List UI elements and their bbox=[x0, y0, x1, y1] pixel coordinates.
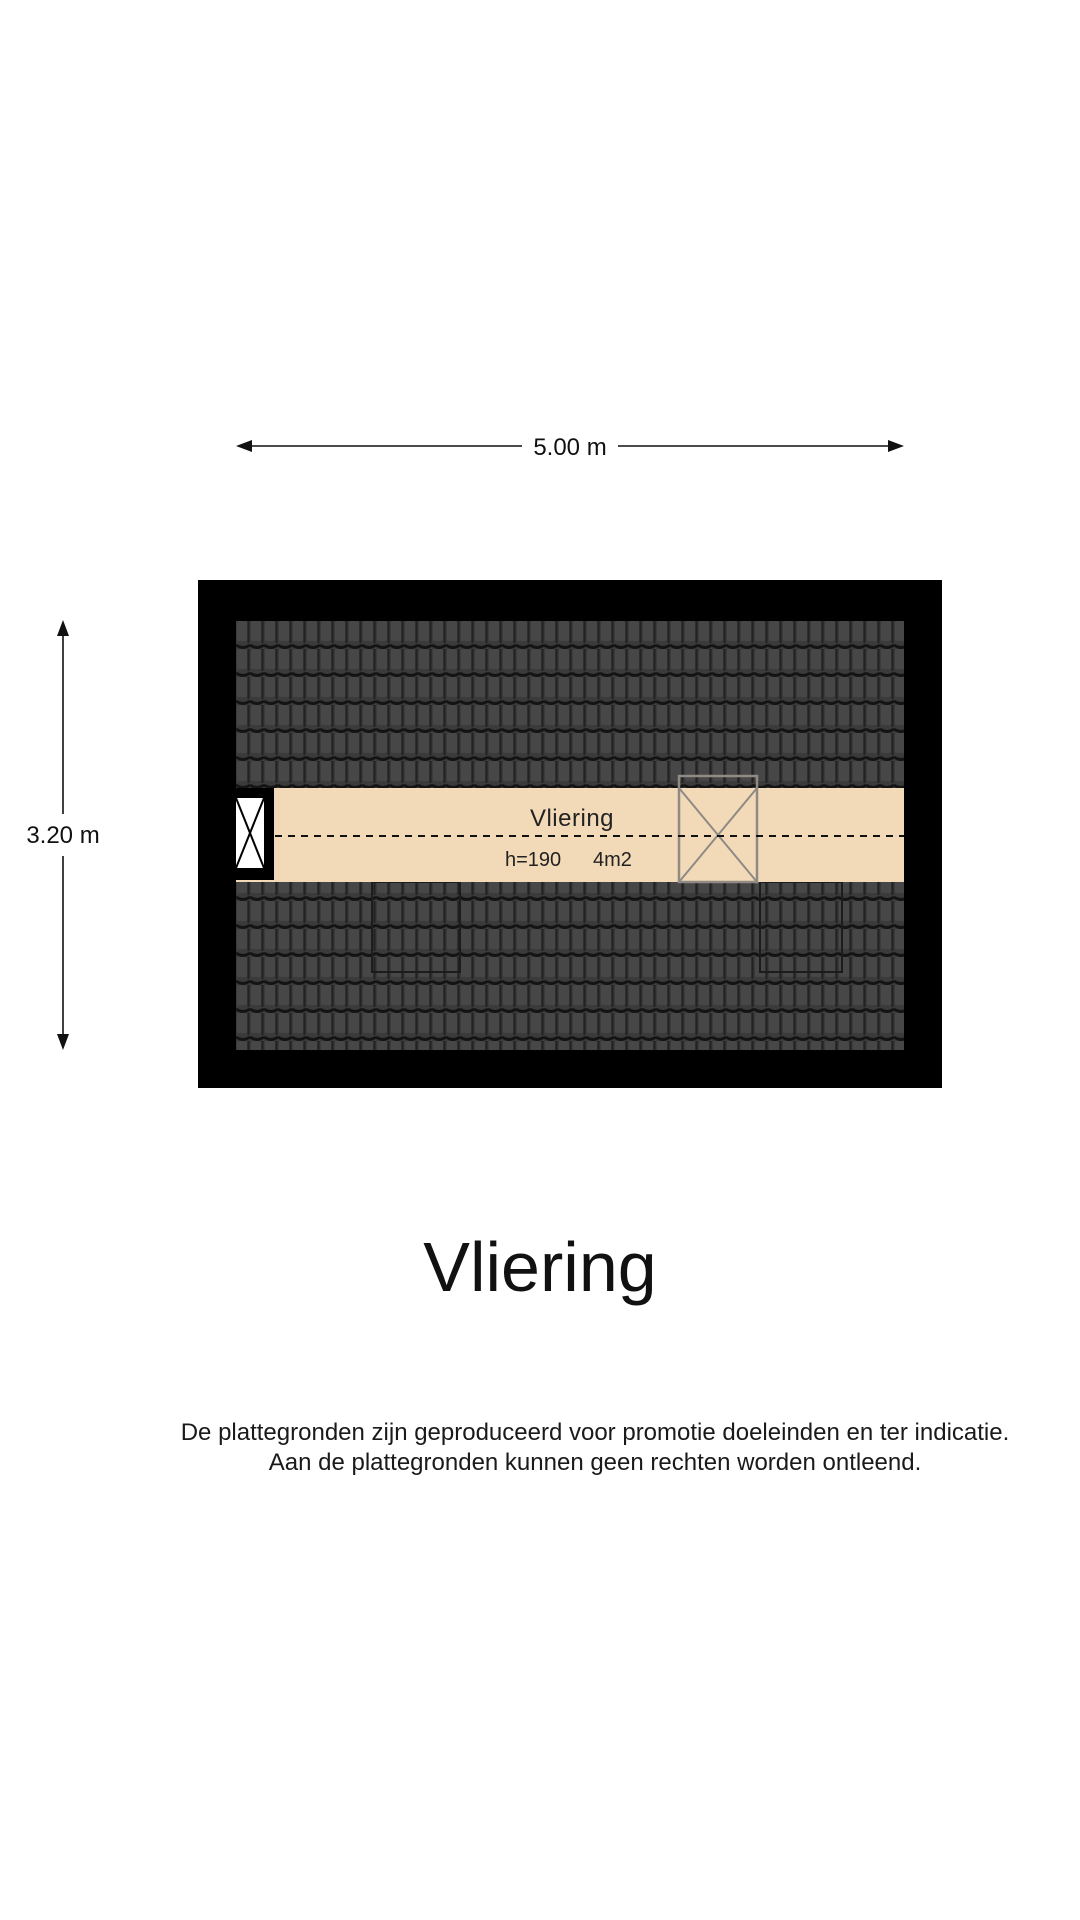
disclaimer bbox=[0, 1418, 1080, 1478]
room-vliering bbox=[236, 788, 904, 882]
depth-label: 3.20 m bbox=[26, 822, 100, 849]
width-dimension bbox=[236, 434, 904, 461]
roof-tiles-bottom bbox=[236, 882, 904, 1050]
width-label: 5.00 m bbox=[533, 434, 607, 461]
arrow-up-icon bbox=[57, 620, 69, 636]
room-name: Vliering bbox=[529, 805, 615, 832]
arrow-down-icon bbox=[57, 1034, 69, 1050]
floor-title: Vliering bbox=[423, 1228, 657, 1306]
roof-tiles-top bbox=[236, 621, 904, 788]
disclaimer-line-1: De plattegronden zijn geproduceerd voor promotie doeleinden en ter indicatie. bbox=[180, 1419, 1010, 1446]
disclaimer-line-2: Aan de plattegronden kunnen geen rechten worden ontleend. bbox=[268, 1449, 922, 1476]
arrow-left-icon bbox=[236, 440, 252, 452]
arrow-right-icon bbox=[888, 440, 904, 452]
depth-dimension bbox=[26, 620, 99, 1050]
window-icon bbox=[228, 788, 274, 880]
room-area: 4m2 bbox=[593, 849, 632, 871]
room-height: h=190 bbox=[505, 849, 562, 871]
